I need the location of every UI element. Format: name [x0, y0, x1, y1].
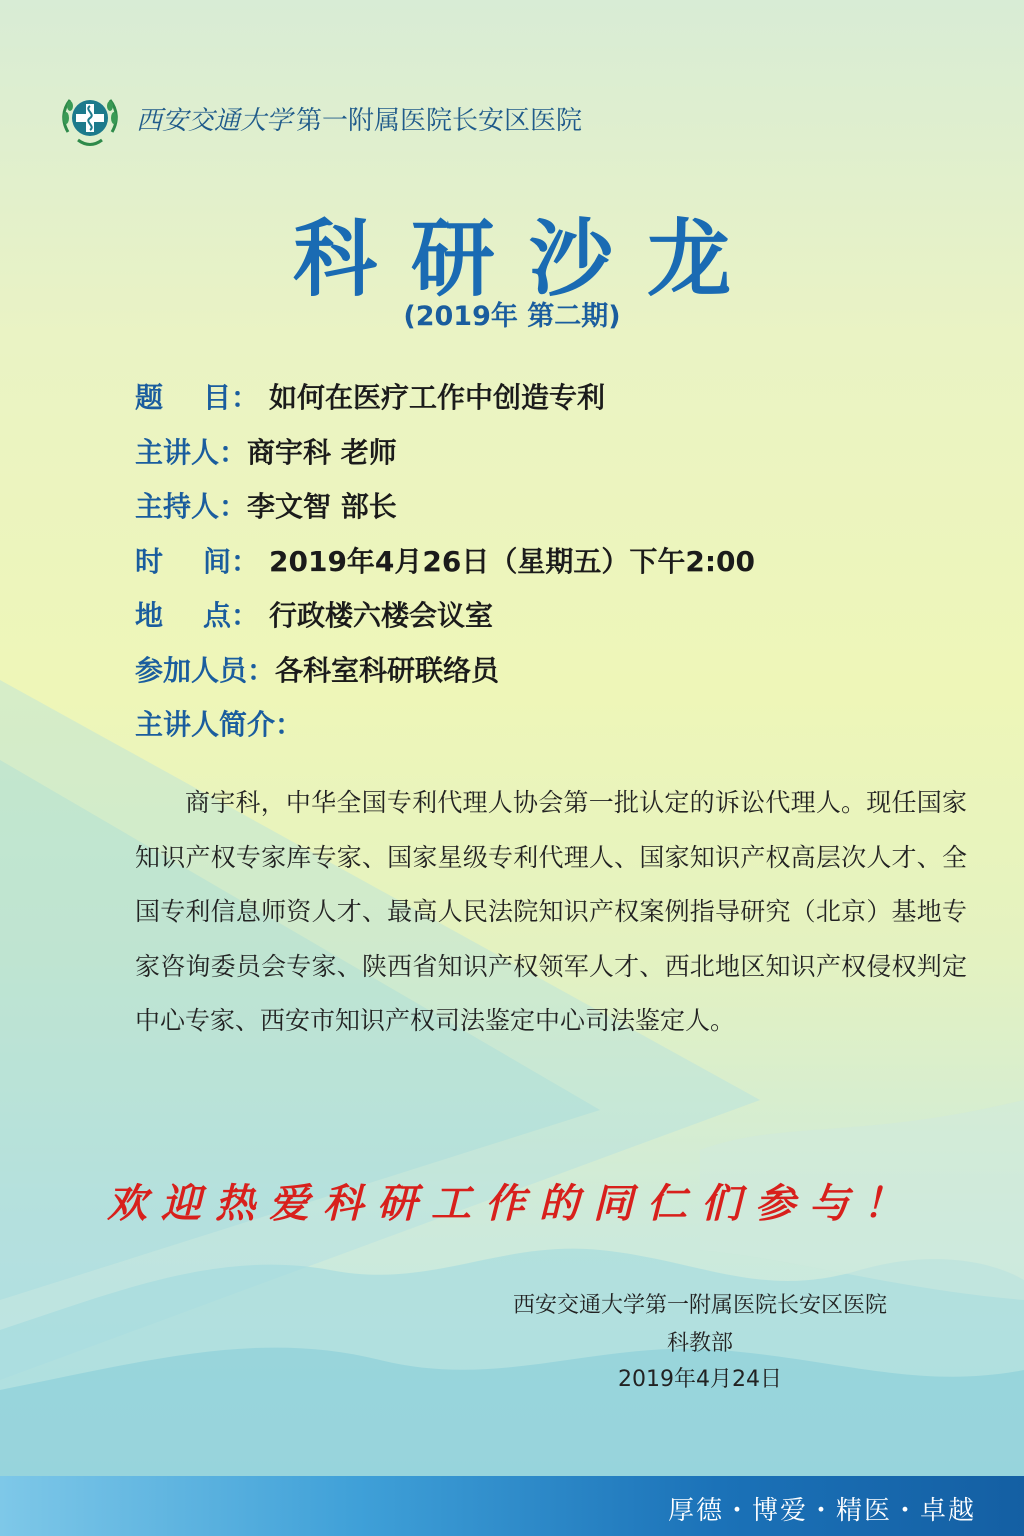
welcome-slogan: 欢迎热爱科研工作的同仁们参与！ [107, 1180, 917, 1227]
info-row-attendees [135, 649, 755, 704]
signature-org: 西安交通大学第一附属医院长安区医院 [512, 1293, 887, 1318]
speaker-label: 主讲人： [135, 435, 248, 469]
hospital-motto: 厚德・博爱・精医・卓越 [667, 1496, 976, 1526]
place-value: 行政楼六楼会议室 [269, 599, 494, 632]
info-row-topic [135, 376, 755, 431]
info-row-speaker [135, 431, 755, 486]
topic-value: 如何在医疗工作中创造专利 [269, 381, 606, 414]
organization-name-rest: 第一附属医院长安区医院 [296, 106, 583, 136]
host-label: 主持人： [135, 490, 248, 523]
time-value: 2019年4月26日（星期五）下午2:00 [269, 544, 756, 578]
info-row-place [135, 594, 755, 649]
speaker-bio: 商宇科，中华全国专利代理人协会第一批认定的诉讼代理人。现任国家知识产权专家库专家、国家星级专利代理人、国家知识产权高层次人才、全国专利信息师资人才、最高人民法院知识产权案例指导研究（北京）基地专家咨询委员会专家、陕西省知识产权领军人才、西北地区知识产权侵权判定中心专家、西安市知识产权司法鉴定中心司法鉴定人。 [135, 788, 967, 1035]
attendees-label: 参加人员： [135, 653, 276, 687]
organization-name [136, 100, 582, 137]
hospital-emblem-icon [58, 88, 122, 152]
speaker-value: 商宇科 老师 [247, 435, 397, 469]
host-value: 李文智 部长 [247, 490, 397, 523]
signature-date: 2019年4月24日 [618, 1367, 782, 1392]
info-row-bio-heading [135, 703, 755, 758]
bio-label: 主讲人简介： [135, 708, 304, 741]
signature-dept: 科教部 [666, 1331, 733, 1356]
organization-name-script: 西安交通大学 [136, 106, 293, 136]
info-row-host [135, 485, 755, 540]
topic-label: 题 目： [135, 381, 260, 414]
issue-number: (2019年 第二期) [403, 301, 621, 332]
attendees-value: 各科室科研联络员 [275, 653, 500, 687]
info-row-time [135, 540, 755, 595]
event-info [135, 376, 755, 758]
time-label: 时 间： [135, 544, 260, 578]
place-label: 地 点： [135, 599, 260, 632]
poster-title: 科研沙龙 [292, 209, 765, 308]
